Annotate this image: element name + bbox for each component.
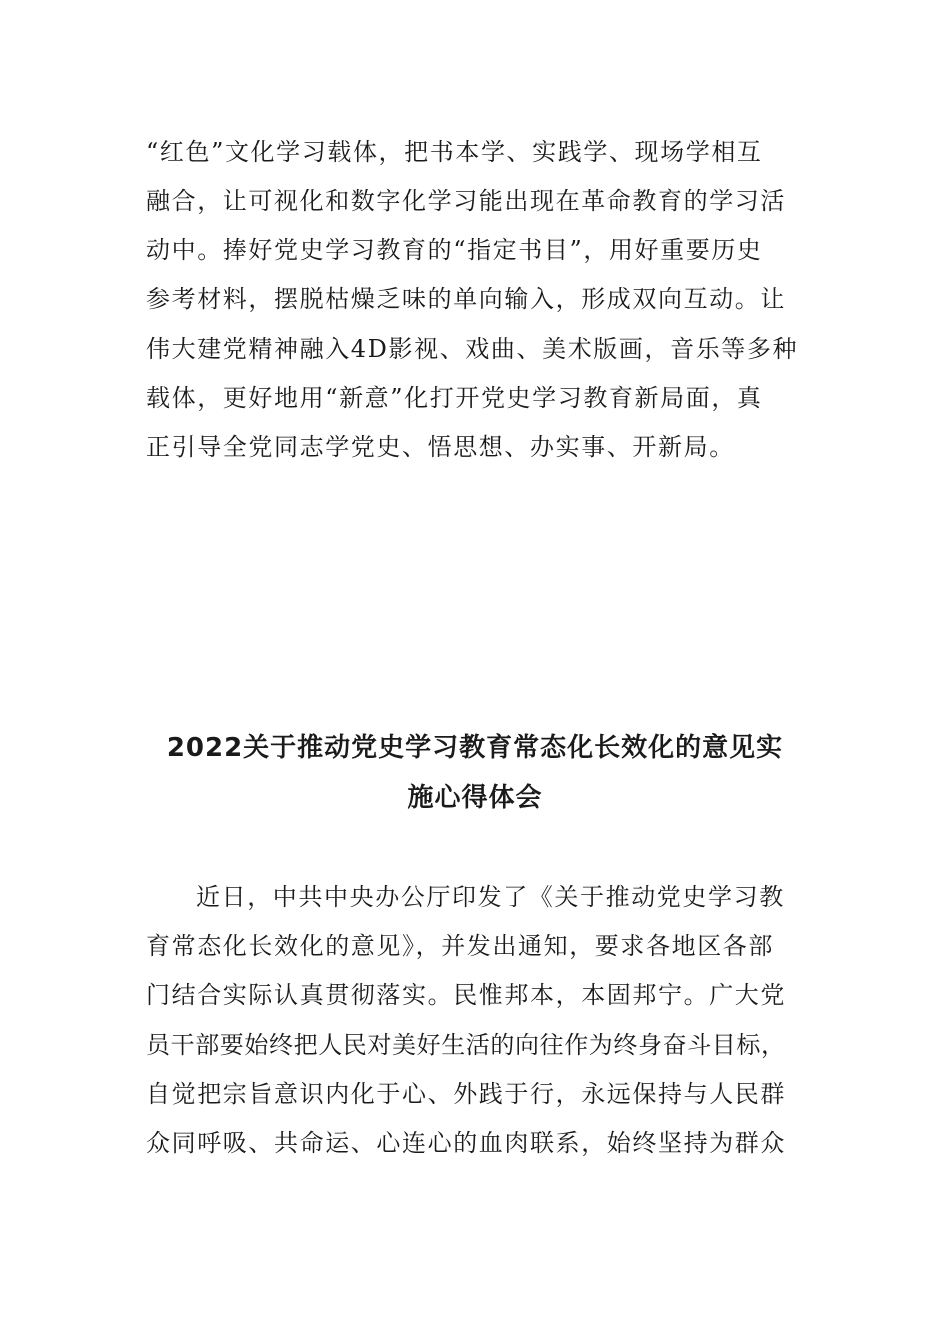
paragraph-line: 融合，让可视化和数字化学习能出现在革命教育的学习活 bbox=[146, 187, 786, 215]
paragraph-line: 员干部要始终把人民对美好生活的向往作为终身奋斗目标， bbox=[146, 1031, 786, 1059]
paragraph-line: “红色”文化学习载体，把书本学、实践学、现场学相互 bbox=[146, 138, 763, 166]
article-title-line-1: 2022关于推动党史学习教育常态化长效化的意见实 bbox=[166, 733, 784, 763]
paragraph-line: 伟大建党精神融入4D影视、戏曲、美术版画，音乐等多种 bbox=[146, 335, 799, 363]
paragraph-line: 动中。捧好党史学习教育的“指定书目”，用好重要历史 bbox=[146, 236, 763, 264]
paragraph-line: 众同呼吸、共命运、心连心的血肉联系，始终坚持为群众 bbox=[146, 1129, 786, 1157]
paragraph-line: 育常态化长效化的意见》，并发出通知，要求各地区各部 bbox=[146, 932, 774, 960]
article-title-line-2: 施心得体会 bbox=[407, 783, 543, 813]
paragraph-line: 近日，中共中央办公厅印发了《关于推动党史学习教 bbox=[196, 883, 785, 911]
paragraph-line: 自觉把宗旨意识内化于心、外践于行，永远保持与人民群 bbox=[146, 1080, 786, 1108]
paragraph-line: 载体，更好地用“新意”化打开党史学习教育新局面，真 bbox=[146, 384, 763, 412]
paragraph-line: 门结合实际认真贯彻落实。民惟邦本，本固邦宁。广大党 bbox=[146, 981, 786, 1009]
paragraph-line: 正引导全党同志学党史、悟思想、办实事、开新局。 bbox=[146, 433, 735, 461]
paragraph-line: 参考材料，摆脱枯燥乏味的单向输入，形成双向互动。让 bbox=[146, 285, 786, 313]
